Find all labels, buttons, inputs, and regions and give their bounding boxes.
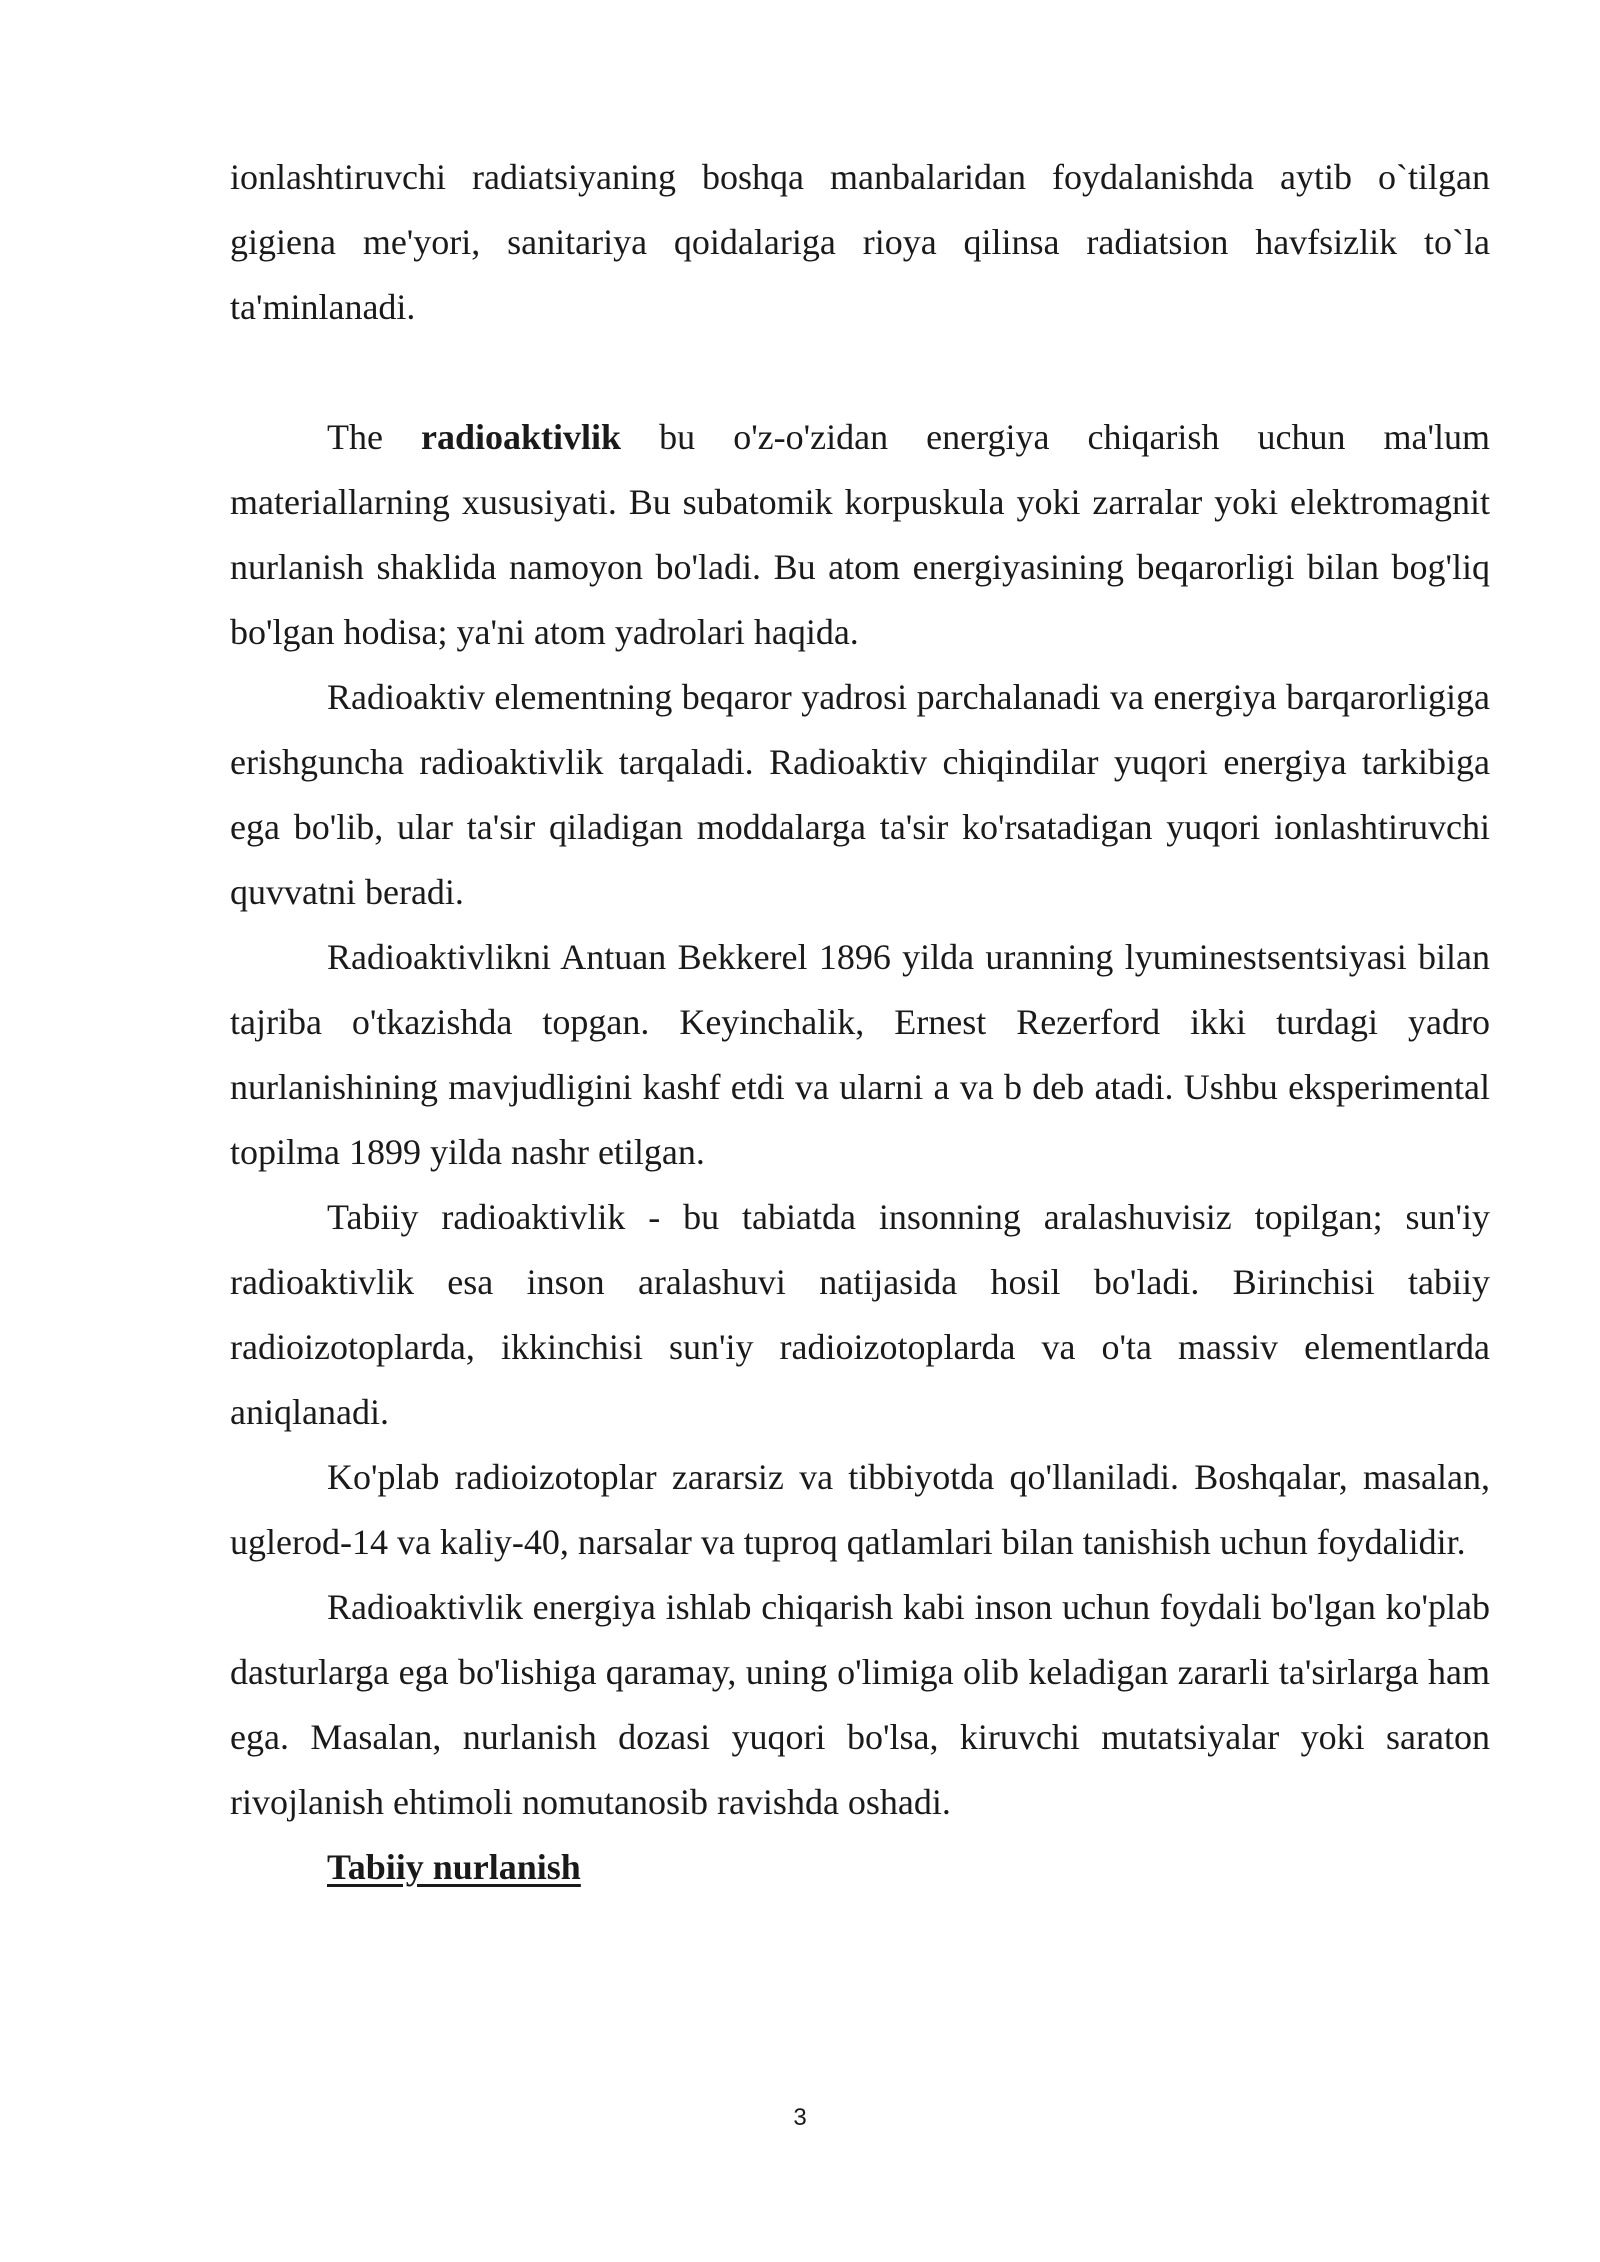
paragraph-unstable-nucleus: Radioaktiv elementning beqaror yadrosi parchalanadi va energiya barqarorligiga erishguncha radioaktivlik tarqaladi. Radioaktiv chiqindilar yuqori energiya tarkibiga ega bo'lib, ular ta'sir qiladigan moddalarga ta'sir ko'rsatadigan yuqori ionlashtiruvchi quvvatni beradi. bbox=[230, 677, 1490, 912]
paragraph-becquerel-discovery: Radioaktivlikni Antuan Bekkerel 1896 yilda uranning lyuminestsentsiyasi bilan tajriba o'tkazishda topgan. Keyinchalik, Ernest Rezerford ikki turdagi yadro nurlanishining mavjudligini kashf etdi va ularni a va b deb atadi. Ushbu eksperimental topilma 1899 yilda nashr etilgan. bbox=[230, 937, 1490, 1172]
paragraph-radioactivity-definition bbox=[230, 405, 1490, 665]
document-body bbox=[230, 145, 1490, 1900]
paragraph-natural-artificial: Tabiiy radioaktivlik - bu tabiatda insonning aralashuvisiz topilgan; sun'iy radioaktivlik esa inson aralashuvi natijasida hosil bo'ladi. Birinchisi tabiiy radioizotoplarda, ikkinchisi sun'iy radioizotoplarda va o'ta massiv elementlarda aniqlanadi. bbox=[230, 1197, 1490, 1432]
paragraph-body: bu o'z-o'zidan energiya chiqarish uchun ma'lum materiallarning xususiyati. Bu subatomik korpuskula yoki zarralar yoki elektromagnit nurlanish shaklida namoyon bo'ladi. Bu atom energiyasining beqarorligi bilan bog'liq bo'lgan hodisa; ya'ni atom yadrolari haqida. bbox=[230, 417, 1490, 652]
section-heading bbox=[230, 1835, 1490, 1900]
section-heading-text: Tabiiy nurlanish bbox=[327, 1847, 581, 1887]
paragraph-radioisotopes-uses: Ko'plab radioizotoplar zararsiz va tibbiyotda qo'llaniladi. Boshqalar, masalan, uglerod-14 va kaliy-40, narsalar va tuproq qatlamlari bilan tanishish uchun foydalidir. bbox=[230, 1457, 1490, 1562]
bold-term-radioaktivlik: radioaktivlik bbox=[421, 417, 622, 457]
page-number: 3 bbox=[793, 2104, 807, 2131]
paragraph-hygiene-norms: ionlashtiruvchi radiatsiyaning boshqa manbalaridan foydalanishda aytib o`tilgan gigiena me'yori, sanitariya qoidalariga rioya qilinsa radiatsion havfsizlik to`la ta'minlanadi. bbox=[230, 157, 1490, 327]
paragraph-harmful-effects: Radioaktivlik energiya ishlab chiqarish kabi inson uchun foydali bo'lgan ko'plab dasturlarga ega bo'lishiga qaramay, uning o'limiga olib keladigan zararli ta'sirlarga ham ega. Masalan, nurlanish dozasi yuqori bo'lsa, kiruvchi mutatsiyalar yoki saraton rivojlanish ehtimoli nomutanosib ravishda oshadi. bbox=[230, 1587, 1490, 1822]
paragraph-lead: The bbox=[327, 417, 422, 457]
